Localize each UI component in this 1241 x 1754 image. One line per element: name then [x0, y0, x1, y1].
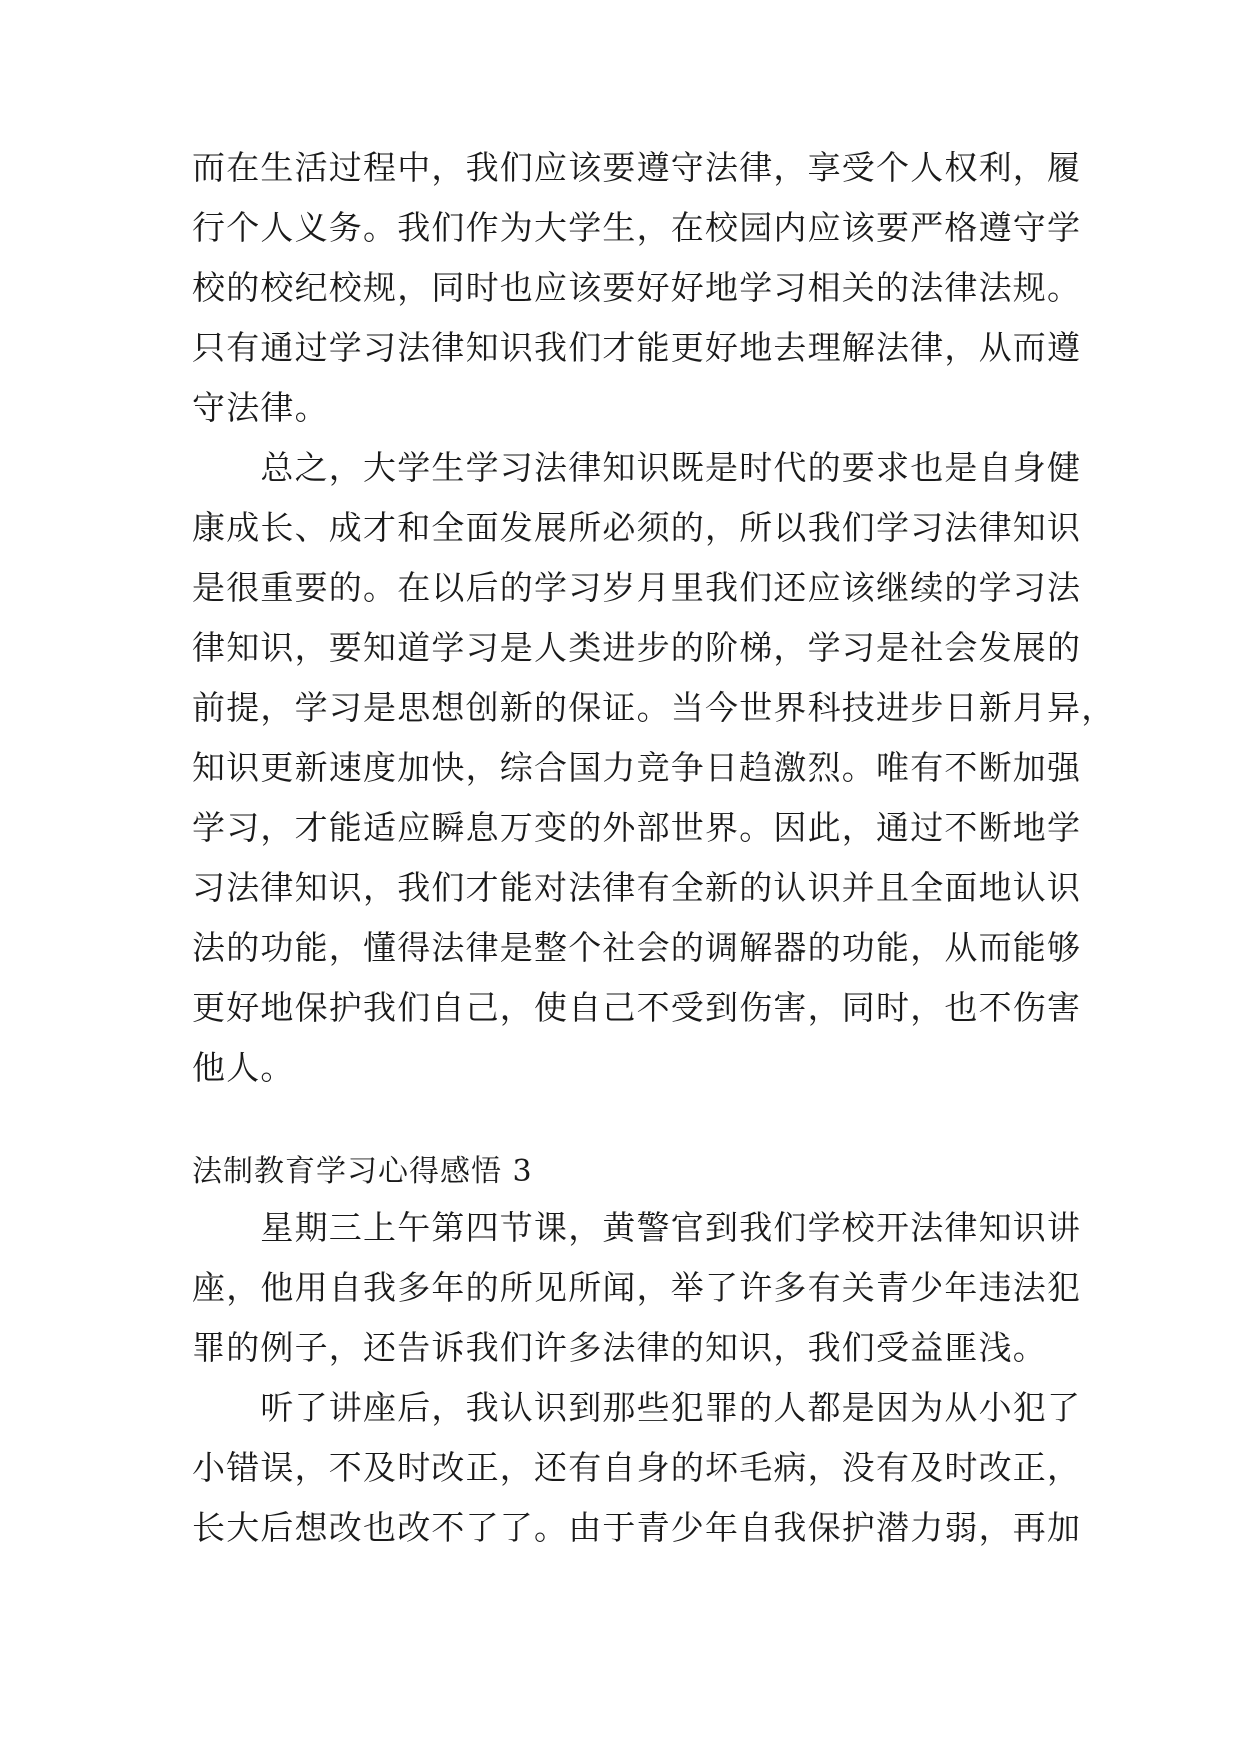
paragraph-2-line-6: 知识更新速度加快，综合国力竞争日趋激烈。唯有不断加强 [192, 748, 1082, 787]
paragraph-1-line-1: 而在生活过程中，我们应该要遵守法律，享受个人权利，履 [192, 148, 1082, 187]
paragraph-2-line-5: 前提，学习是思想创新的保证。当今世界科技进步日新月异， [192, 688, 1116, 727]
paragraph-2-line-1: 总之，大学生学习法律知识既是时代的要求也是自身健 [192, 448, 1082, 487]
paragraph-1-line-5: 守法律。 [192, 388, 329, 427]
paragraph-3-line-3: 罪的例子，还告诉我们许多法律的知识，我们受益匪浅。 [192, 1328, 1047, 1367]
paragraph-2-line-9: 法的功能，懂得法律是整个社会的调解器的功能，从而能够 [192, 928, 1082, 967]
paragraph-4-line-1: 听了讲座后，我认识到那些犯罪的人都是因为从小犯了 [192, 1388, 1082, 1427]
paragraph-2-line-3: 是很重要的。在以后的学习岁月里我们还应该继续的学习法 [192, 568, 1082, 607]
paragraph-2-line-8: 习法律知识，我们才能对法律有全新的认识并且全面地认识 [192, 868, 1082, 907]
paragraph-2-line-4: 律知识，要知道学习是人类进步的阶梯，学习是社会发展的 [192, 628, 1082, 667]
paragraph-2-line-7: 学习，才能适应瞬息万变的外部世界。因此，通过不断地学 [192, 808, 1082, 847]
paragraph-3-line-1: 星期三上午第四节课，黄警官到我们学校开法律知识讲 [192, 1208, 1082, 1247]
paragraph-1-line-4: 只有通过学习法律知识我们才能更好地去理解法律，从而遵 [192, 328, 1082, 367]
section-heading: 法制教育学习心得感悟 3 [192, 1154, 533, 1189]
paragraph-2-line-10: 更好地保护我们自己，使自己不受到伤害，同时，也不伤害 [192, 988, 1082, 1027]
paragraph-2-line-2: 康成长、成才和全面发展所必须的，所以我们学习法律知识 [192, 508, 1082, 547]
paragraph-4-line-3: 长大后想改也改不了了。由于青少年自我保护潜力弱，再加 [192, 1508, 1082, 1547]
paragraph-2-line-11: 他人。 [192, 1048, 295, 1087]
paragraph-4-line-2: 小错误，不及时改正，还有自身的坏毛病，没有及时改正， [192, 1448, 1082, 1487]
paragraph-3-line-2: 座，他用自我多年的所见所闻，举了许多有关青少年违法犯 [192, 1268, 1082, 1307]
paragraph-1-line-2: 行个人义务。我们作为大学生，在校园内应该要严格遵守学 [192, 208, 1082, 247]
paragraph-1-line-3: 校的校纪校规，同时也应该要好好地学习相关的法律法规。 [192, 268, 1082, 307]
